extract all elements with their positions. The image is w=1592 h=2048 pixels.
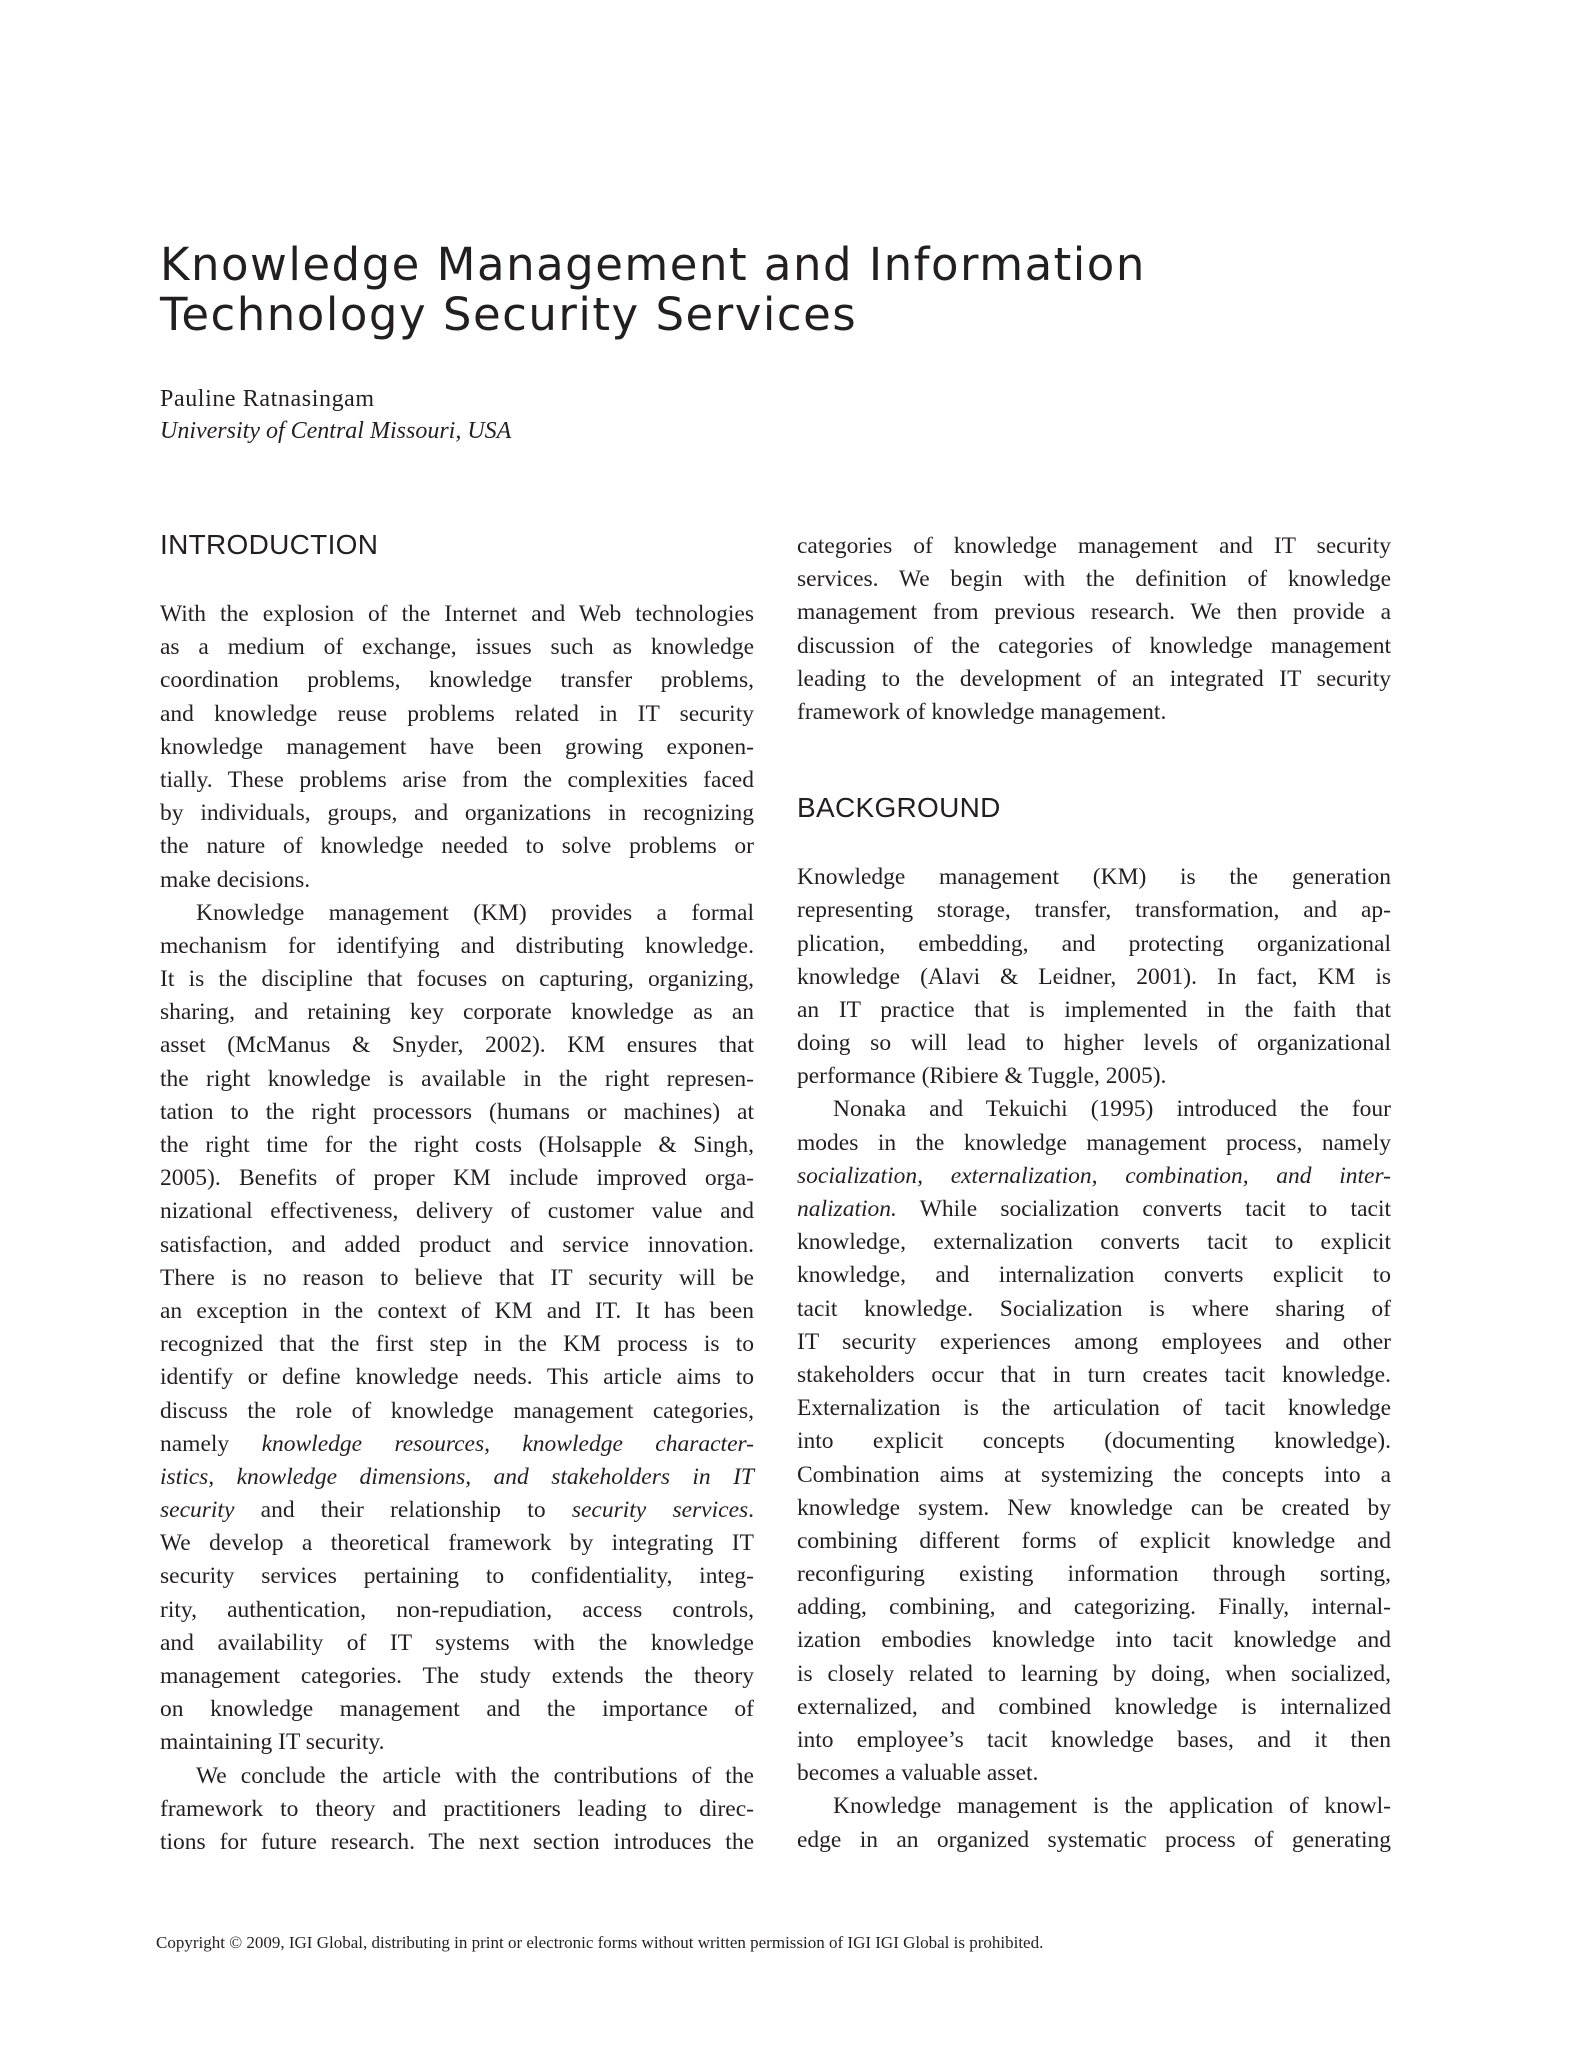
text-span: . (748, 1497, 755, 1524)
text-line: on knowledge management and the importance of (160, 1696, 754, 1723)
emphasis-text: security services (571, 1497, 749, 1524)
background-paragraph-2 (797, 1093, 1391, 1790)
text-line: by individuals, groups, and organizations in recognizing (160, 800, 754, 827)
emphasis-text: socialization, externalization, combination, and inter- (797, 1162, 1391, 1189)
text-line: sharing, and retaining key corporate knowledge as an (160, 999, 754, 1026)
copyright-footer: Copyright © 2009, IGI Global, distributing in print or electronic forms without written permission of IGI IGI Global is prohibited. (156, 1933, 1044, 1952)
text-line: knowledge, and internalization converts explicit to (797, 1262, 1391, 1289)
text-line: stakeholders occur that in turn creates tacit knowledge. (797, 1361, 1391, 1388)
text-line: rity, authentication, non-repudiation, access controls, (160, 1596, 754, 1623)
text-line: mechanism for identifying and distributing knowledge. (160, 932, 754, 959)
text-line: nizational effectiveness, delivery of customer value and (160, 1198, 754, 1225)
text-line: knowledge management have been growing exponen- (160, 733, 754, 760)
introduction-paragraph-3-continued (797, 530, 1391, 729)
text-line (160, 1428, 754, 1461)
text-line: and knowledge reuse problems related in IT security (160, 700, 754, 727)
text-line: framework of knowledge management. (797, 698, 1167, 725)
text-line: Nonaka and Tekuichi (1995) introduced the four (833, 1096, 1391, 1123)
text-line: asset (McManus & Snyder, 2002). KM ensures that (160, 1032, 754, 1059)
text-line: combining different forms of explicit knowledge and (797, 1527, 1391, 1554)
text-line: becomes a valuable asset. (797, 1760, 1039, 1787)
text-line (160, 1461, 754, 1494)
text-line: tacit knowledge. Socialization is where sharing of (797, 1295, 1391, 1322)
emphasis-text: istics, knowledge dimensions, and stakeholders in IT (160, 1463, 754, 1490)
text-line: There is no reason to believe that IT security will be (160, 1264, 754, 1291)
author-name: Pauline Ratnasingam (160, 386, 375, 412)
text-line: representing storage, transfer, transformation, and ap- (797, 897, 1391, 924)
text-line (797, 1193, 1391, 1226)
text-line: We conclude the article with the contributions of the (196, 1762, 754, 1789)
title-line-1: Knowledge Management and Information (160, 238, 1146, 291)
text-line: categories of knowledge management and IT security (797, 533, 1391, 559)
text-line: knowledge system. New knowledge can be created by (797, 1494, 1391, 1521)
text-span: namely (160, 1430, 230, 1457)
background-paragraph-3 (797, 1790, 1391, 1856)
text-line: is closely related to learning by doing, when socialized, (797, 1660, 1391, 1687)
text-line (797, 1160, 1391, 1193)
text-line: With the explosion of the Internet and Web technologies (160, 601, 754, 627)
text-line: Combination aims at systemizing the concepts into a (797, 1461, 1391, 1488)
section-heading-introduction: INTRODUCTION (160, 529, 379, 560)
text-line: knowledge, externalization converts tacit to explicit (797, 1229, 1391, 1256)
text-line: maintaining IT security. (160, 1729, 385, 1756)
text-line: leading to the development of an integrated IT security (797, 665, 1391, 692)
text-line: Knowledge management (KM) is the generation (797, 864, 1391, 891)
text-line: and availability of IT systems with the knowledge (160, 1629, 754, 1656)
text-line: externalized, and combined knowledge is internalized (797, 1693, 1391, 1720)
text-line: adding, combining, and categorizing. Finally, internal- (797, 1594, 1391, 1621)
text-line: management categories. The study extends the theory (160, 1663, 754, 1689)
text-line: framework to theory and practitioners leading to direc- (160, 1795, 754, 1822)
text-line: We develop a theoretical framework by integrating IT (160, 1530, 754, 1557)
text-line: discussion of the categories of knowledge management (797, 632, 1391, 659)
text-line: tions for future research. The next section introduces the (160, 1828, 754, 1855)
text-span: and their relationship to (260, 1497, 546, 1524)
text-line: IT security experiences among employees and other (797, 1328, 1391, 1355)
emphasis-text: nalization. (797, 1196, 897, 1222)
text-line: ization embodies knowledge into tacit knowledge and (797, 1627, 1391, 1654)
text-line: edge in an organized systematic process of generating (797, 1826, 1391, 1853)
introduction-paragraph-2 (160, 897, 754, 1760)
title-line-2: Technology Security Services (160, 288, 858, 341)
introduction-paragraph-1 (160, 598, 754, 897)
text-line: discuss the role of knowledge management categories, (160, 1397, 754, 1424)
text-line: the nature of knowledge needed to solve problems or (160, 833, 754, 860)
section-heading-background: BACKGROUND (797, 792, 1001, 824)
text-line: tially. These problems arise from the complexities faced (160, 766, 754, 793)
emphasis-text: security (160, 1497, 235, 1524)
text-line: Knowledge management (KM) provides a formal (196, 899, 754, 926)
text-line: identify or define knowledge needs. This article aims to (160, 1364, 754, 1391)
text-line (160, 1494, 754, 1527)
text-line: plication, embedding, and protecting organizational (797, 930, 1391, 957)
introduction-paragraph-3 (160, 1760, 754, 1860)
text-line: performance (Ribiere & Tuggle, 2005). (797, 1063, 1167, 1090)
text-line: It is the discipline that focuses on capturing, organizing, (160, 966, 754, 993)
text-line: an exception in the context of KM and IT. It has been (160, 1297, 754, 1324)
paper-title (160, 240, 1460, 340)
text-line: satisfaction, and added product and service innovation. (160, 1231, 754, 1258)
text-line: into explicit concepts (documenting knowledge). (797, 1428, 1391, 1455)
author-affiliation: University of Central Missouri, USA (160, 418, 512, 444)
text-line: an IT practice that is implemented in the faith that (797, 996, 1391, 1023)
text-line: management from previous research. We then provide a (797, 599, 1391, 626)
text-line: the right knowledge is available in the right represen- (160, 1065, 754, 1092)
text-line: Externalization is the articulation of tacit knowledge (797, 1395, 1391, 1422)
text-line: recognized that the first step in the KM process is to (160, 1331, 754, 1358)
text-line: reconfiguring existing information through sorting, (797, 1561, 1391, 1588)
text-line: services. We begin with the definition of knowledge (797, 566, 1391, 593)
text-line: as a medium of exchange, issues such as knowledge (160, 634, 754, 661)
text-span: While socialization converts tacit to tacit (919, 1196, 1392, 1222)
text-line: coordination problems, knowledge transfer problems, (160, 667, 754, 694)
text-line: the right time for the right costs (Holsapple & Singh, (160, 1132, 754, 1158)
right-column (797, 530, 1391, 1857)
text-line: doing so will lead to higher levels of organizational (797, 1030, 1391, 1057)
text-line: make decisions. (160, 866, 311, 893)
text-line: knowledge (Alavi & Leidner, 2001). In fact, KM is (797, 963, 1391, 990)
text-line: 2005). Benefits of proper KM include improved orga- (160, 1165, 754, 1192)
text-line: tation to the right processors (humans or machines) at (160, 1098, 754, 1125)
text-line: into employee’s tacit knowledge bases, and it then (797, 1727, 1391, 1753)
left-column (160, 528, 754, 1859)
background-paragraph-1 (797, 861, 1391, 1093)
emphasis-text: knowledge resources, knowledge character- (261, 1430, 754, 1457)
text-line: security services pertaining to confidentiality, integ- (160, 1563, 754, 1590)
text-line: modes in the knowledge management process, namely (797, 1129, 1391, 1156)
text-line: Knowledge management is the application of knowl- (833, 1793, 1391, 1820)
